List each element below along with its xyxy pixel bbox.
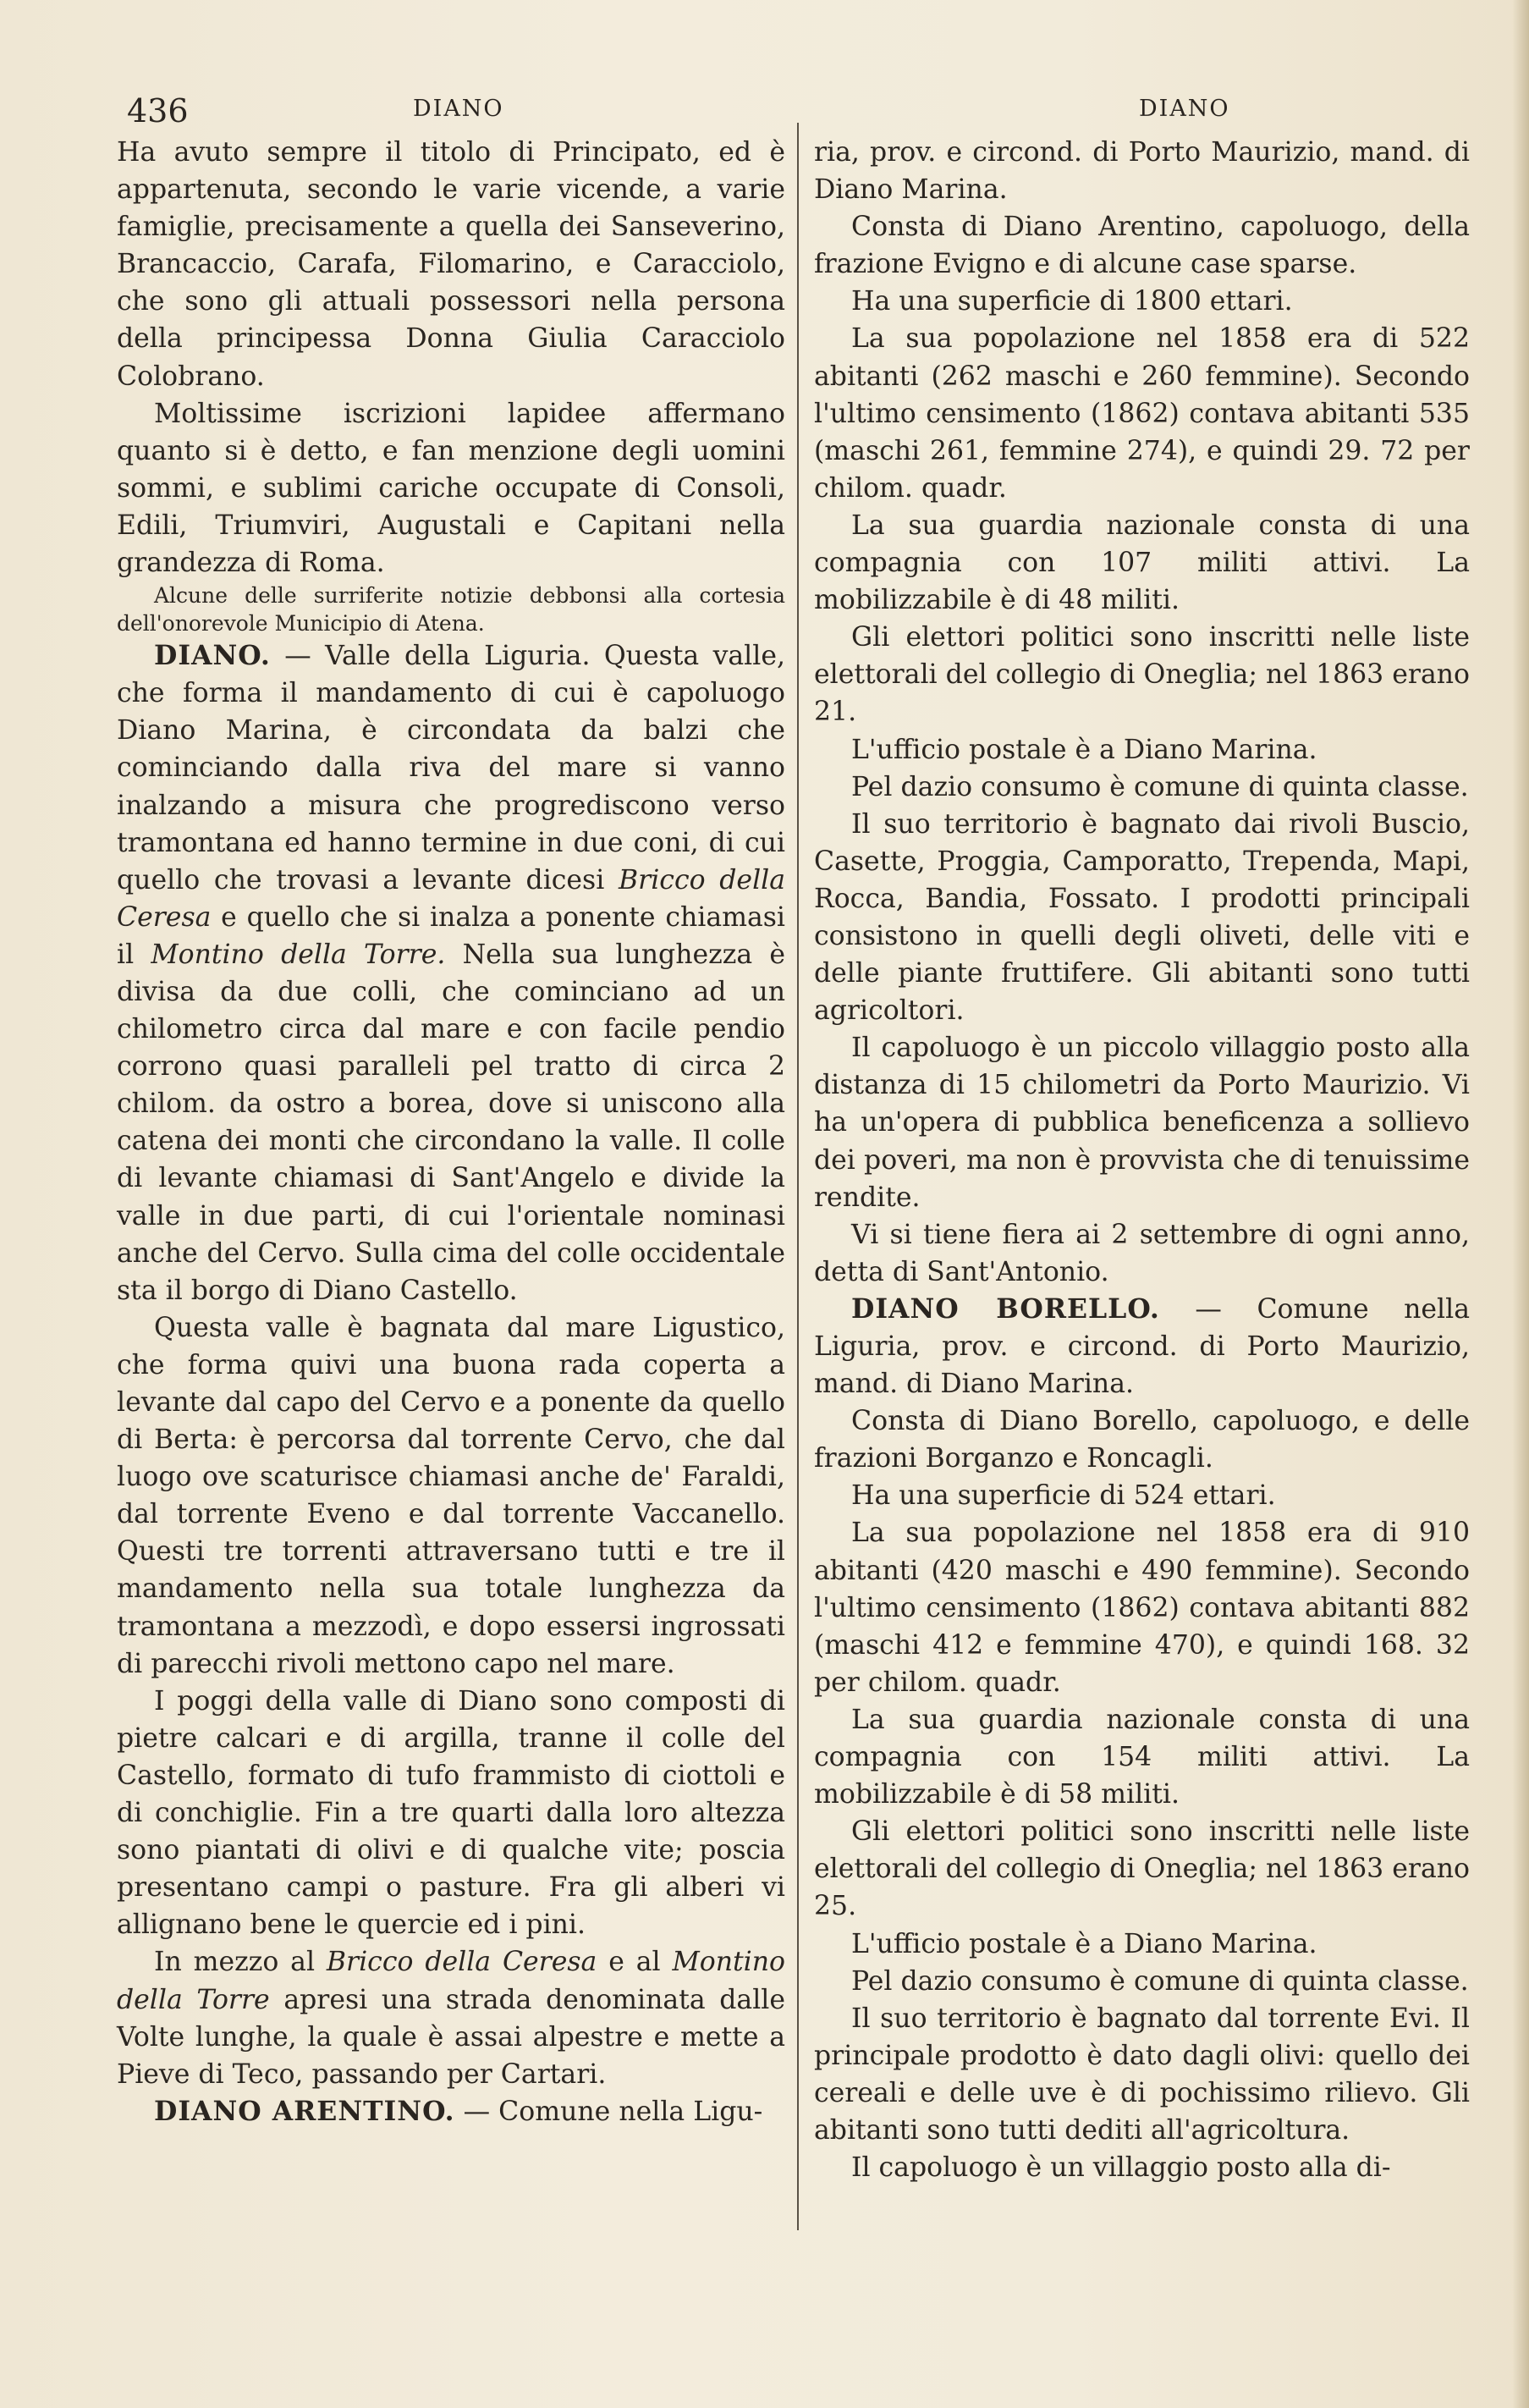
paragraph: La sua guardia nazionale consta di una compagnia con 107 militi attivi. La mobilizzabile è di 48 militi.	[814, 510, 1470, 616]
paragraph: Gli elettori politici sono inscritti nelle liste elettorali del collegio di Oneglia; nel 1863 erano 25.	[814, 1816, 1470, 1922]
paragraph: Il capoluogo è un villaggio posto alla di-	[851, 2152, 1391, 2184]
entry-text: e quello che si inalza a ponente chiamasi il	[117, 901, 785, 970]
entry-diano	[117, 637, 785, 1309]
page-number: 436	[127, 92, 189, 129]
paragraph: Il capoluogo è un piccolo villaggio posto alla distanza di 15 chilometri da Porto Maurizio. Vi ha un'opera di pubblica beneficenza a sollievo dei poveri, ma non è provvista che di tenuissime rendite.	[814, 1033, 1470, 1213]
paragraph-text: e al	[597, 1947, 673, 1978]
footnote: Alcune delle surriferite notizie debbonsi alla cortesia dell'onorevole Municipio di Atena.	[117, 583, 785, 636]
paragraph: La sua popolazione nel 1858 era di 522 abitanti (262 maschi e 260 femmine). Secondo l'ultimo censimento (1862) contava abitanti 535 (maschi 261, femmine 274), e quindi 29. 72 per chilom. quadr.	[814, 323, 1470, 504]
entry-diano-borello	[814, 1291, 1470, 1402]
place-name-italic: Bricco della Ceresa	[117, 864, 785, 933]
right-column	[814, 134, 1470, 2186]
paragraph: I poggi della valle di Diano sono composti di pietre calcari e di argilla, tranne il colle del Castello, formato di tufo frammisto di ciottoli e di conchiglie. Fin a tre quarti dalla loro altezza sono piantati di olivi e di qualche vite; poscia presentano campi o pasture. Fra gli alberi vi allignano bene le quercie ed i pini.	[117, 1685, 785, 1941]
paragraph: La sua popolazione nel 1858 era di 910 abitanti (420 maschi e 490 femmine). Secondo l'ultimo censimento (1862) contava abitanti 882 (maschi 412 e femmine 470), e quindi 168. 32 per chilom. quadr.	[814, 1518, 1470, 1698]
entry-headword: DIANO.	[154, 640, 271, 672]
running-head-left-text: DIANO	[413, 96, 504, 122]
paragraph: L'ufficio postale è a Diano Marina.	[851, 734, 1317, 765]
paragraph: La sua guardia nazionale consta di una compagnia con 154 militi attivi. La mobilizzabile è di 58 militi.	[814, 1704, 1470, 1810]
paragraph: Pel dazio consumo è comune di quinta classe.	[851, 771, 1469, 802]
paragraph-text: In mezzo al	[154, 1947, 327, 1978]
column-divider	[797, 123, 799, 2230]
paragraph: Questa valle è bagnata dal mare Ligustico, che forma quivi una buona rada coperta a levante dal capo del Cervo e a ponente da quello di Berta: è percorsa dal torrente Cervo, che dal luogo ove scaturisce chiamasi anche de' Faraldi, dal torrente Eveno e dal torrente Vaccanello. Questi tre torrenti attraversano tutti e tre il mandamento nella sua totale lunghezza da tramontana a mezzodì, e dopo essersi ingrossati di parecchi rivoli mettono capo nel mare.	[117, 1312, 785, 1679]
paragraph: Il suo territorio è bagnato dal torrente Evi. Il principale prodotto è dato dagli olivi: quello dei cereali e delle uve è di pochissimo rilievo. Gli abitanti sono tutti dediti all'agricoltura.	[814, 2003, 1470, 2146]
entry-diano-arentino	[117, 2093, 785, 2130]
entry-headword: DIANO ARENTINO.	[154, 2095, 455, 2127]
paragraph: Moltissime iscrizioni lapidee affermano quanto si è detto, e fan menzione degli uomini sommi, e sublimi cariche occupate di Consoli, Edili, Triumviri, Augustali e Capitani nella grandezza di Roma.	[117, 398, 785, 579]
place-name-italic: Bricco della Ceresa	[326, 1947, 597, 1978]
entry-text: Nella sua lunghezza è divisa da due colli, che cominciano ad un chilometro circa dal mare e con facile pendio corrono quasi paralleli pel tratto di circa 2 chilom. da ostro a borea, dove si uniscono alla catena dei monti che circondano la valle. Il colle di levante chiamasi di Sant'Angelo e divide la valle in due parti, di cui l'orientale nominasi anche del Cervo. Sulla cima del colle occidentale sta il borgo di Diano Castello.	[117, 939, 785, 1306]
paragraph	[117, 1943, 785, 2092]
paragraph: Ha una superficie di 524 ettari.	[851, 1480, 1276, 1512]
entry-headword: DIANO BORELLO.	[851, 1292, 1160, 1325]
paragraph: Ha avuto sempre il titolo di Principato, ed è appartenuta, secondo le varie vicende, a varie famiglie, precisamente a quella dei Sanseverino, Brancaccio, Carafa, Filomarino, e Caracciolo, che sono gli attuali possessori nella persona della principessa Donna Giulia Caracciolo Colobrano.	[117, 137, 785, 392]
paragraph: ria, prov. e circond. di Porto Maurizio, mand. di Diano Marina.	[814, 137, 1470, 206]
place-name-italic: Montino della Torre	[117, 1947, 785, 2015]
entry-text: — Comune nella Ligu-	[454, 2096, 763, 2127]
left-column	[117, 134, 785, 2130]
entry-text: — Comune nella Liguria, prov. e circond. di Porto Maurizio, mand. di Diano Marina.	[814, 1293, 1470, 1400]
running-head-right	[1139, 91, 1230, 125]
paragraph: Pel dazio consumo è comune di quinta classe.	[851, 1965, 1469, 1997]
paragraph: L'ufficio postale è a Diano Marina.	[851, 1928, 1317, 1959]
paragraph: Vi si tiene fiera ai 2 settembre di ogni anno, detta di Sant'Antonio.	[814, 1219, 1470, 1287]
running-head-right-text: DIANO	[1139, 96, 1230, 122]
page-edge-shadow	[1512, 0, 1529, 2408]
paragraph: Ha una superficie di 1800 ettari.	[851, 286, 1293, 317]
place-name-italic: Montino della Torre.	[151, 939, 446, 970]
paragraph-text: apresi una strada denominata dalle Volte lunghe, la quale è assai alpestre e mette a Pieve di Teco, passando per Cartari.	[117, 1984, 785, 2090]
paragraph: Il suo territorio è bagnato dai rivoli Buscio, Casette, Proggia, Camporatto, Trependa, Mapi, Rocca, Bandia, Fossato. I prodotti principali consistono in quelli degli oliveti, delle viti e delle piante fruttifere. Gli abitanti sono tutti agricoltori.	[814, 808, 1470, 1027]
entry-text: — Valle della Liguria. Questa valle, che forma il mandamento di cui è capoluogo Diano Marina, è circondata da balzi che cominciando dalla riva del mare si vanno inalzando a misura che progrediscono verso tramontana ed hanno termine in due coni, di cui quello che trovasi a levante dicesi	[117, 641, 785, 895]
paragraph: Consta di Diano Borello, capoluogo, e delle frazioni Borganzo e Roncagli.	[814, 1406, 1470, 1474]
running-head-left	[413, 91, 504, 125]
paragraph: Gli elettori politici sono inscritti nelle liste elettorali del collegio di Oneglia; nel 1863 erano 21.	[814, 622, 1470, 728]
paragraph: Consta di Diano Arentino, capoluogo, della frazione Evigno e di alcune case sparse.	[814, 212, 1470, 280]
